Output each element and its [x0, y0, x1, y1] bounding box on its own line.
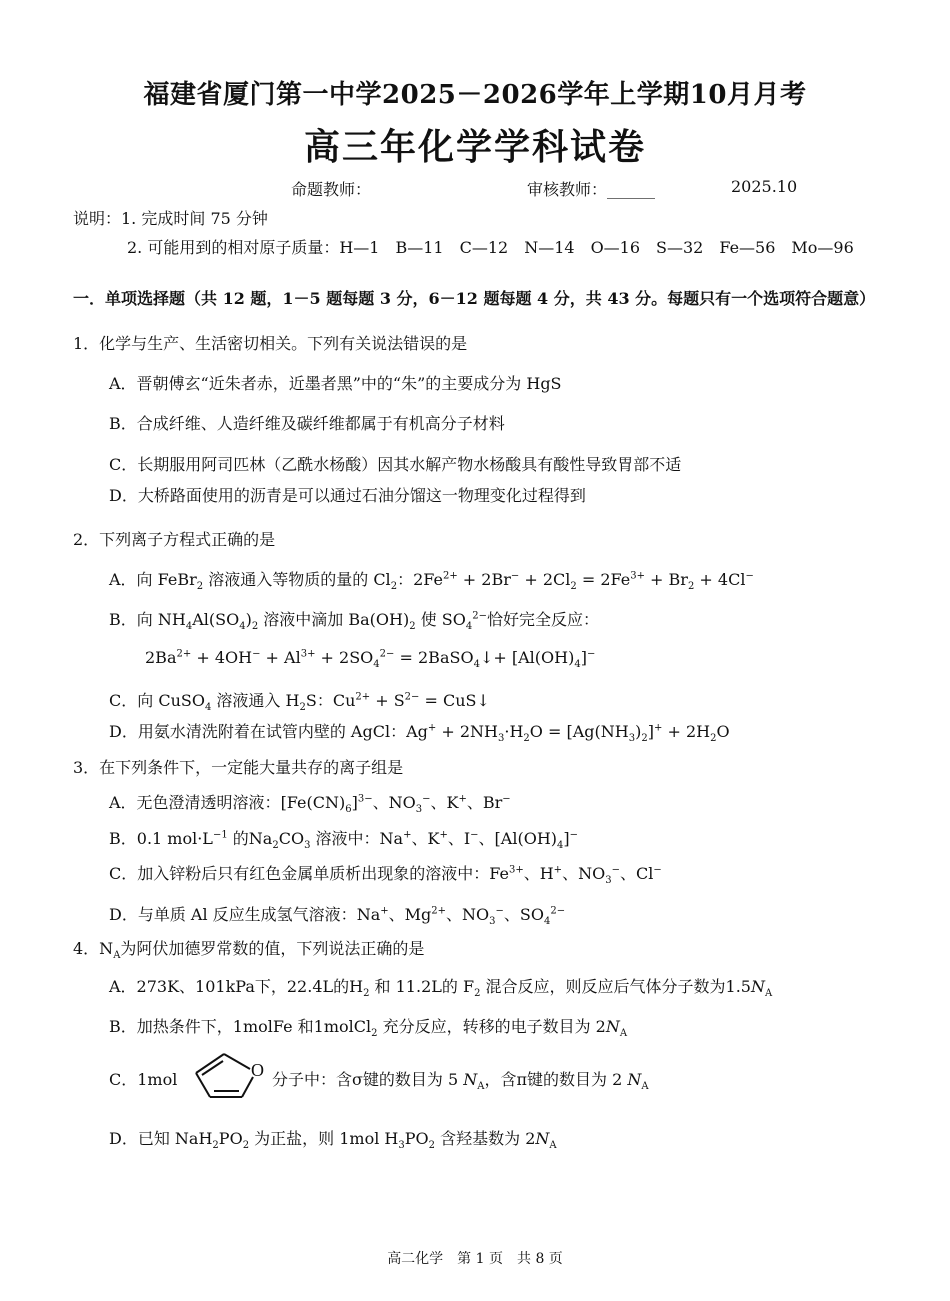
- q2-option-d: D．用氨水清洗附着在试管内壁的 AgCl：$Ag^+ + 2NH_3\cdot H_2O = [Ag(NH_3)_2]^+ + 2H_2O$: [109, 722, 730, 745]
- q2-option-c: C．向 CuSO$_4$ 溶液通入 $H_2S$：$Cu^{2+} + S^{2-}$ = CuS↓: [109, 691, 490, 714]
- q4-option-b: B．加热条件下，1molFe 和1molCl$_2$ 充分反应，转移的电子数目为 $2N_A$: [109, 1017, 628, 1040]
- exam-title-line2: 高三年化学学科试卷: [303, 126, 646, 168]
- q4-option-c-text: 分子中：含σ键的数目为 5 $N_A$，含π键的数目为 2 $N_A$: [272, 1070, 649, 1093]
- furan-oxygen-label: O: [251, 1060, 264, 1080]
- q4-option-a: A．273K、101kPa下，22.4L的$H_2$ 和 11.2L的 $F_2$ 混合反应，则反应后气体分子数为$1.5N_A$: [109, 977, 773, 1000]
- author-label: 命题教师：: [291, 180, 372, 199]
- furan-ring: [196, 1054, 253, 1097]
- note-line1: 说明：1. 完成时间 75 分钟: [73, 209, 268, 228]
- q2-option-a: A．向 FeBr$_2$ 溶液通入等物质的量的 $Cl_2$：$2Fe^{2+} + 2Br^- + 2Cl_2 = 2Fe^{3+} + Br_2 + 4Cl^-$: [109, 570, 754, 593]
- q1-option-b: B．合成纤维、人造纤维及碳纤维都属于有机高分子材料: [109, 414, 505, 433]
- q4-stem: 4．$N_A$为阿伏加德罗常数的值，下列说法正确的是: [73, 939, 425, 962]
- q3-option-d: D．与单质 Al 反应生成氢气溶液：Na+、$Mg^{2+}$、$NO_3^-$、$SO_4^{2-}$: [109, 905, 566, 928]
- q3-option-a: A．无色澄清透明溶液：$[Fe(CN)_6]^{3-}$、$NO_3^-$、K+、Br−: [109, 793, 511, 816]
- q4-option-d: D．已知 $NaH_2PO_2$ 为正盐，则 1mol $H_3PO_2$ 含羟基数为 $2N_A$: [109, 1129, 557, 1152]
- note-line2: 2. 可能用到的相对原子质量：H—1 B—11 C—12 N—14 O—16 S—32 Fe—56 Mo—96: [127, 238, 854, 257]
- q3-option-c: C．加入锌粉后只有红色金属单质析出现象的溶液中：$Fe^{3+}$、H+、$NO_3^-$、Cl−: [109, 864, 662, 887]
- q4-option-c-prefix: C．1mol: [109, 1070, 178, 1089]
- q1-stem: 1．化学与生产、生活密切相关。下列有关说法错误的是: [73, 334, 468, 353]
- q2-stem: 2．下列离子方程式正确的是: [73, 530, 276, 549]
- q1-option-d: D．大桥路面使用的沥青是可以通过石油分馏这一物理变化过程得到: [109, 486, 586, 505]
- q2-option-b: B．向 $NH_4Al(SO_4)_2$ 溶液中滴加 $Ba(OH)_2$ 使 $SO_4^{2-}$恰好完全反应：: [109, 610, 599, 633]
- q1-option-c: C．长期服用阿司匹林（乙酰水杨酸）因其水解产物水杨酸具有酸性导致胃部不适: [109, 455, 682, 474]
- section-heading: 一．单项选择题（共 12 题，1－5 题每题 3 分，6－12 题每题 4 分，共 43 分。每题只有一个选项符合题意）: [73, 289, 876, 308]
- q3-option-b: B．0.1 $mol\cdot L^{-1}$ 的$Na_2CO_3$ 溶液中：Na+、K+、I−、$[Al(OH)_4]^-$: [109, 829, 579, 852]
- exam-title-line1: 福建省厦门第一中学2025－2026学年上学期10月月考: [143, 80, 807, 110]
- exam-date: 2025.10: [731, 177, 798, 196]
- page-footer: 高二化学 第 1 页 共 8 页: [387, 1251, 563, 1267]
- furan-structure: [190, 1049, 270, 1103]
- q1-option-a: A．晋朝傅玄“近朱者赤，近墨者黑”中的“朱”的主要成分为 HgS: [109, 374, 562, 393]
- q3-stem: 3．在下列条件下，一定能大量共存的离子组是: [73, 758, 404, 777]
- reviewer-label: 审核教师：______: [527, 180, 656, 199]
- q2-option-b-equation: $2Ba^{2+} + 4OH^- + Al^{3+} + 2SO_4^{2-}$ = 2BaSO$_4$↓+ $[Al(OH)_4]^-$: [145, 648, 596, 671]
